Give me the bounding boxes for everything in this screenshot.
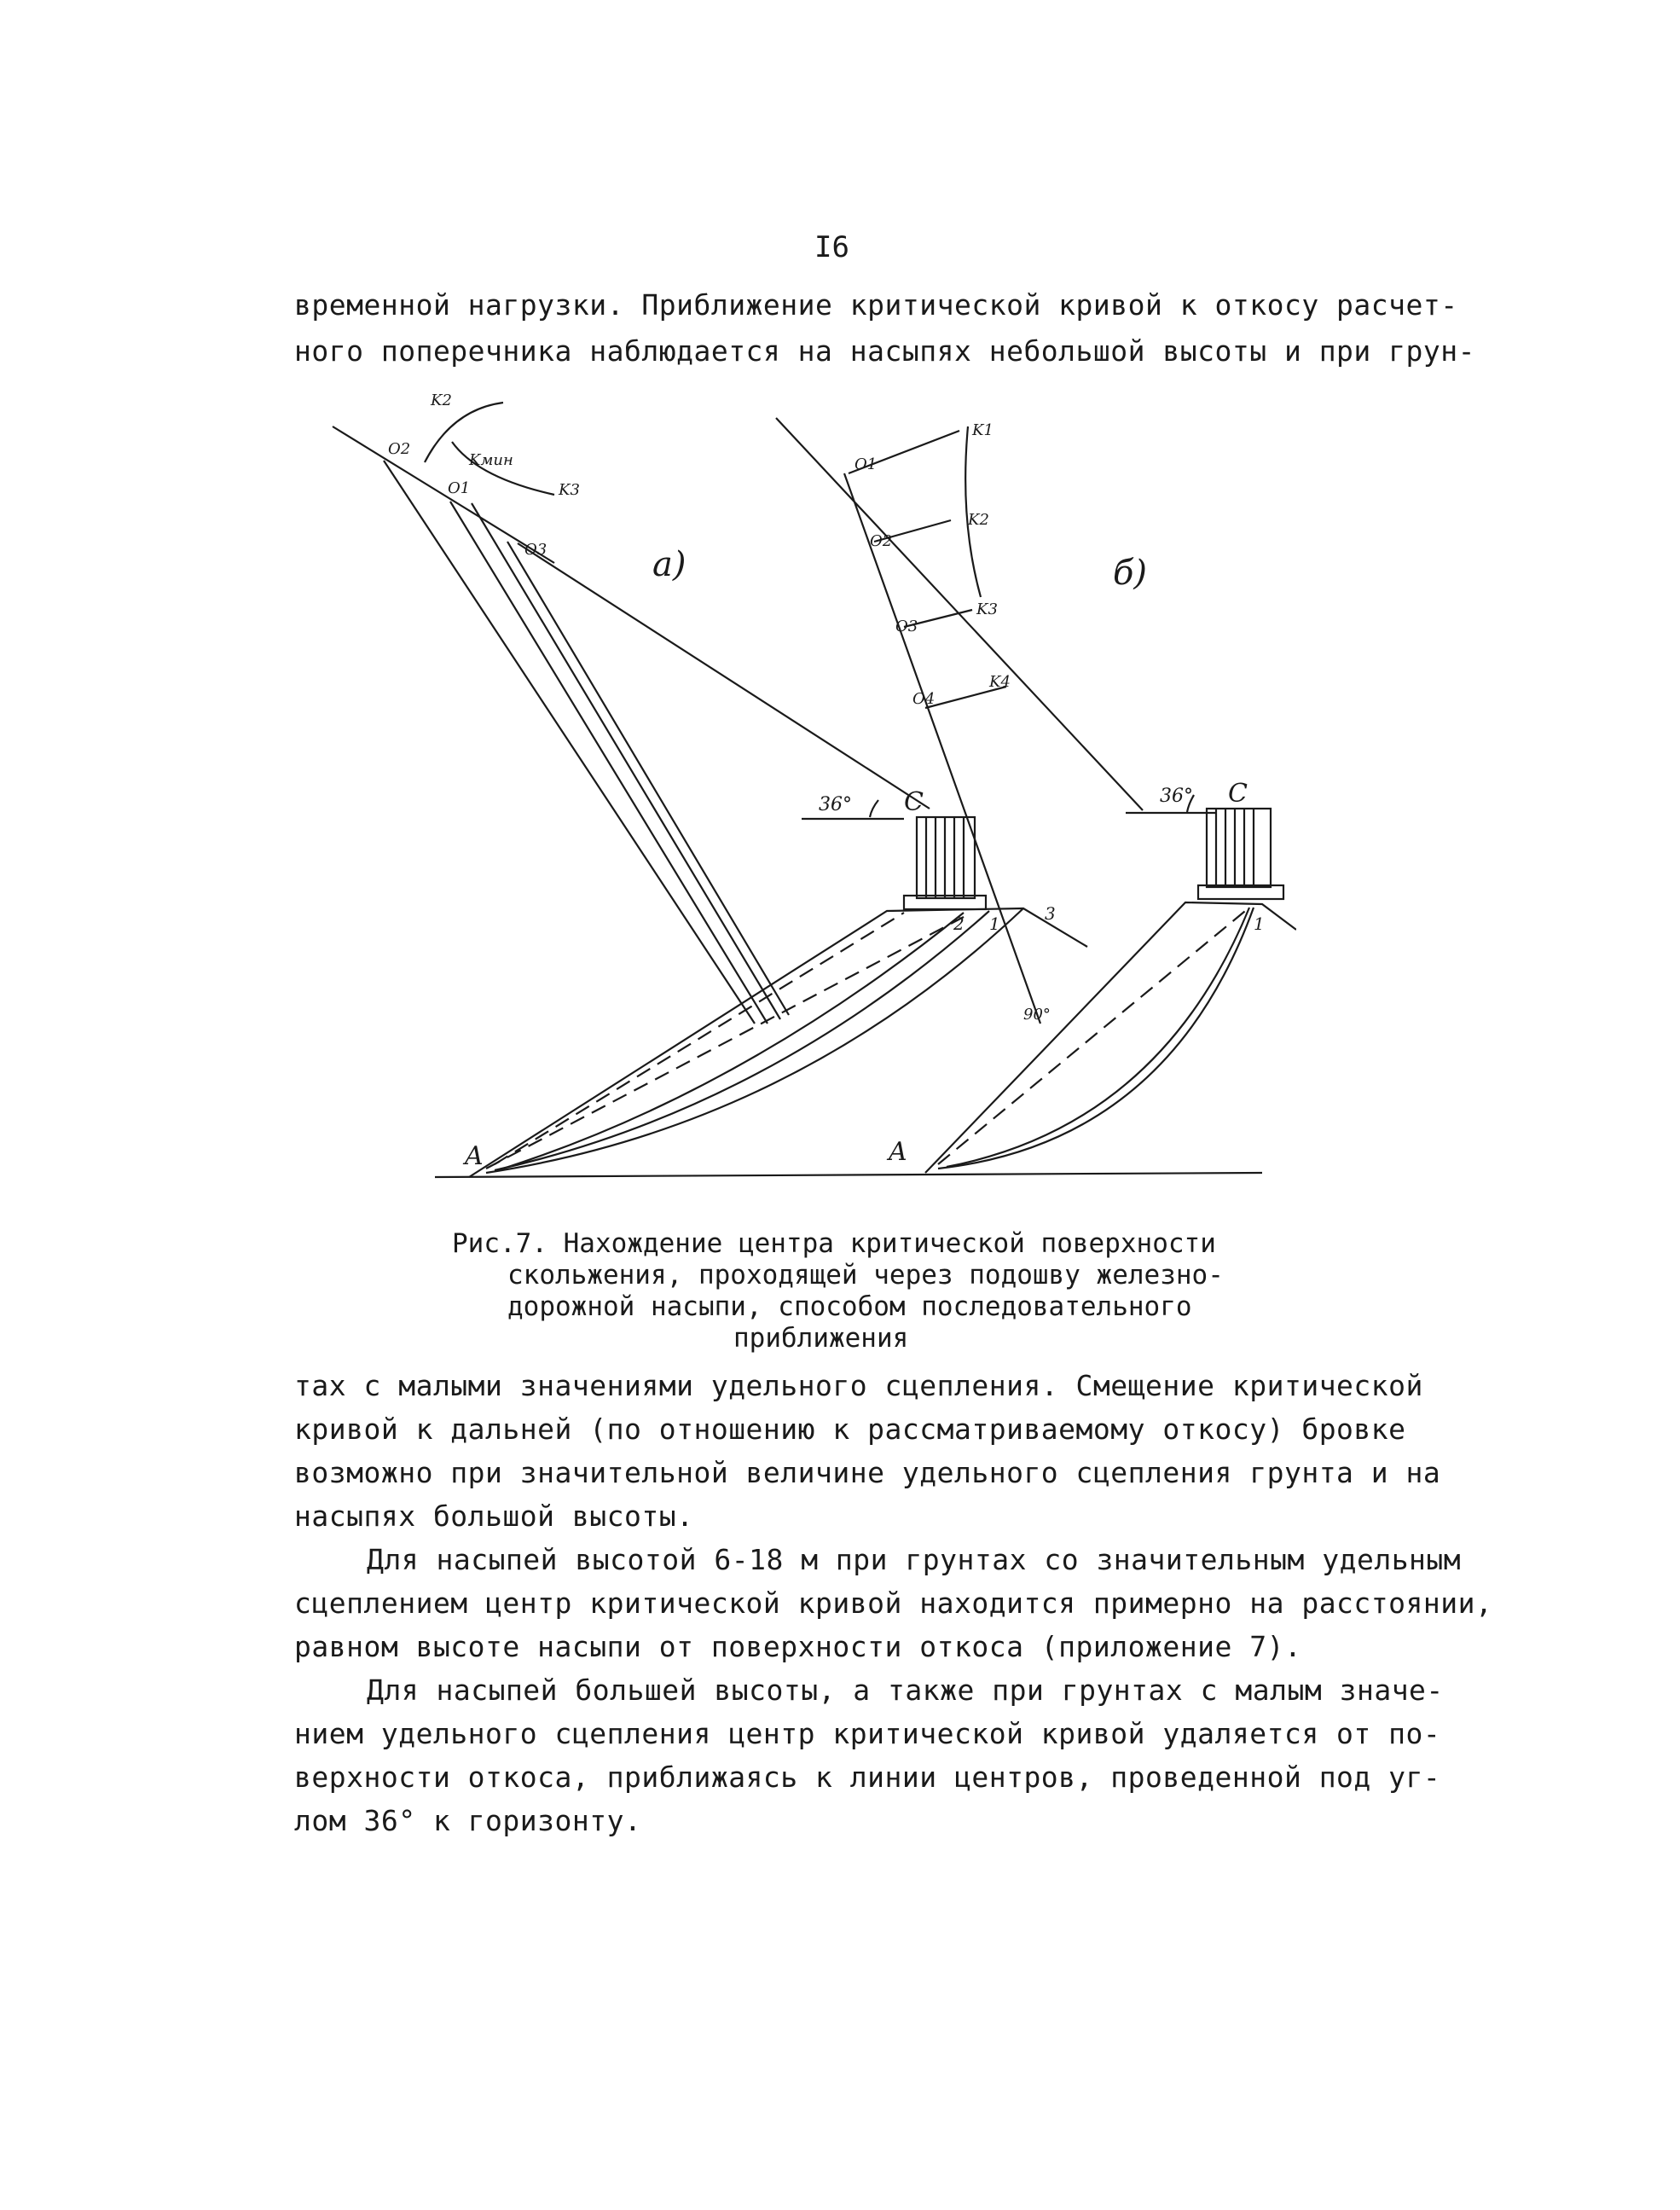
radius-line-a1 <box>384 461 755 1024</box>
right-angle-label: 90° <box>1023 1006 1051 1024</box>
panel-b-label: б) <box>1113 554 1148 593</box>
center-o3-a: O3 <box>524 541 547 559</box>
paragraph-line: ного поперечника наблюдается на насыпях небольшой высоты и при грун- <box>294 334 1476 368</box>
k-label-b-3: K3 <box>976 600 998 618</box>
angle-arc-a <box>870 800 878 817</box>
radius-line-b <box>844 473 1040 1024</box>
line-o1-c-b <box>776 418 1143 810</box>
point-a-a: A <box>465 1141 484 1171</box>
angle-label-b: 36° <box>1160 786 1193 807</box>
k-label-a-3: K3 <box>559 481 580 499</box>
center-o2-b: O2 <box>870 532 893 550</box>
curve-label-a-1: 1 <box>989 914 1000 934</box>
slip-curve-a2 <box>503 913 964 1169</box>
paragraph-line: сцеплением центр критической кривой находится примерно на расстоянии, <box>294 1586 1493 1620</box>
paragraph-line: равном высоте насыпи от поверхности откоса (приложение 7). <box>294 1630 1302 1663</box>
k-label-b-1: K1 <box>972 421 994 439</box>
figure-7-diagram <box>316 392 1296 1245</box>
center-o3-b: O3 <box>895 618 918 635</box>
paragraph-line: лом 36° к горизонту. <box>294 1804 642 1837</box>
ground-line <box>435 1173 1262 1177</box>
radius-line-a4 <box>507 542 789 1015</box>
k-label-b-4: K4 <box>989 673 1011 691</box>
paragraph-line: Для насыпей высотой 6-18 м при грунтах со значительным удельным <box>367 1543 1462 1576</box>
paragraph-line: насыпях большой высоты. <box>294 1499 694 1533</box>
caption-line: Рис.7. Нахождение центра критической поверхности <box>452 1228 1216 1259</box>
page-number: I6 <box>814 230 849 264</box>
slip-curve-a3 <box>486 908 1023 1173</box>
caption-line: скольжения, проходящей через подошву железно- <box>507 1260 1224 1291</box>
k-label-b-2: K2 <box>968 511 989 529</box>
angle-label-a: 36° <box>819 794 852 815</box>
line-o3-c-a <box>518 543 930 809</box>
center-o1-b: O1 <box>854 455 878 473</box>
curve-label-a-2: 2 <box>953 914 965 934</box>
curve-label-a-3: 3 <box>1045 903 1056 924</box>
caption-line: дорожной насыпи, способом последовательного <box>507 1291 1192 1322</box>
k-label-a-2: Kмин <box>469 451 513 469</box>
embankment-b <box>925 902 1296 1173</box>
center-o2-a: O2 <box>388 440 411 458</box>
point-c-a: C <box>904 787 924 817</box>
slip-curve-b1 <box>938 908 1254 1169</box>
paragraph-line: тах с малыми значениями удельного сцепления. Смещение критической <box>294 1369 1423 1402</box>
center-o4-b: O4 <box>912 690 936 708</box>
center-o1-a: O1 <box>448 479 471 497</box>
paragraph-line: временной нагрузки. Приближение критической кривой к откосу расчет- <box>294 288 1458 322</box>
point-c-b: C <box>1228 779 1248 809</box>
k-label-a-1: K2 <box>431 392 452 409</box>
paragraph-line: кривой к дальней (по отношению к рассматриваемому откосу) бровке <box>294 1412 1406 1446</box>
curve-label-b-1: 1 <box>1254 914 1265 934</box>
caption-line: приближения <box>733 1323 909 1354</box>
figure-caption <box>443 1228 1296 1354</box>
paragraph-line: Для насыпей большей высоты, а также при грунтах с малым значе- <box>367 1673 1444 1707</box>
panel-a-label: а) <box>652 545 686 584</box>
point-a-b: A <box>889 1137 907 1167</box>
radius-line-a2 <box>450 502 768 1024</box>
paragraph-line: нием удельного сцепления центр критической кривой удаляется от по- <box>294 1717 1441 1750</box>
centers-line-a <box>333 426 554 563</box>
paragraph-line: возможно при значительной величине удельного сцепления грунта и на <box>294 1456 1441 1489</box>
radius-line-a3 <box>472 503 780 1019</box>
paragraph-line: верхности откоса, приближаясь к линии центров, проведенной под уг- <box>294 1760 1441 1794</box>
